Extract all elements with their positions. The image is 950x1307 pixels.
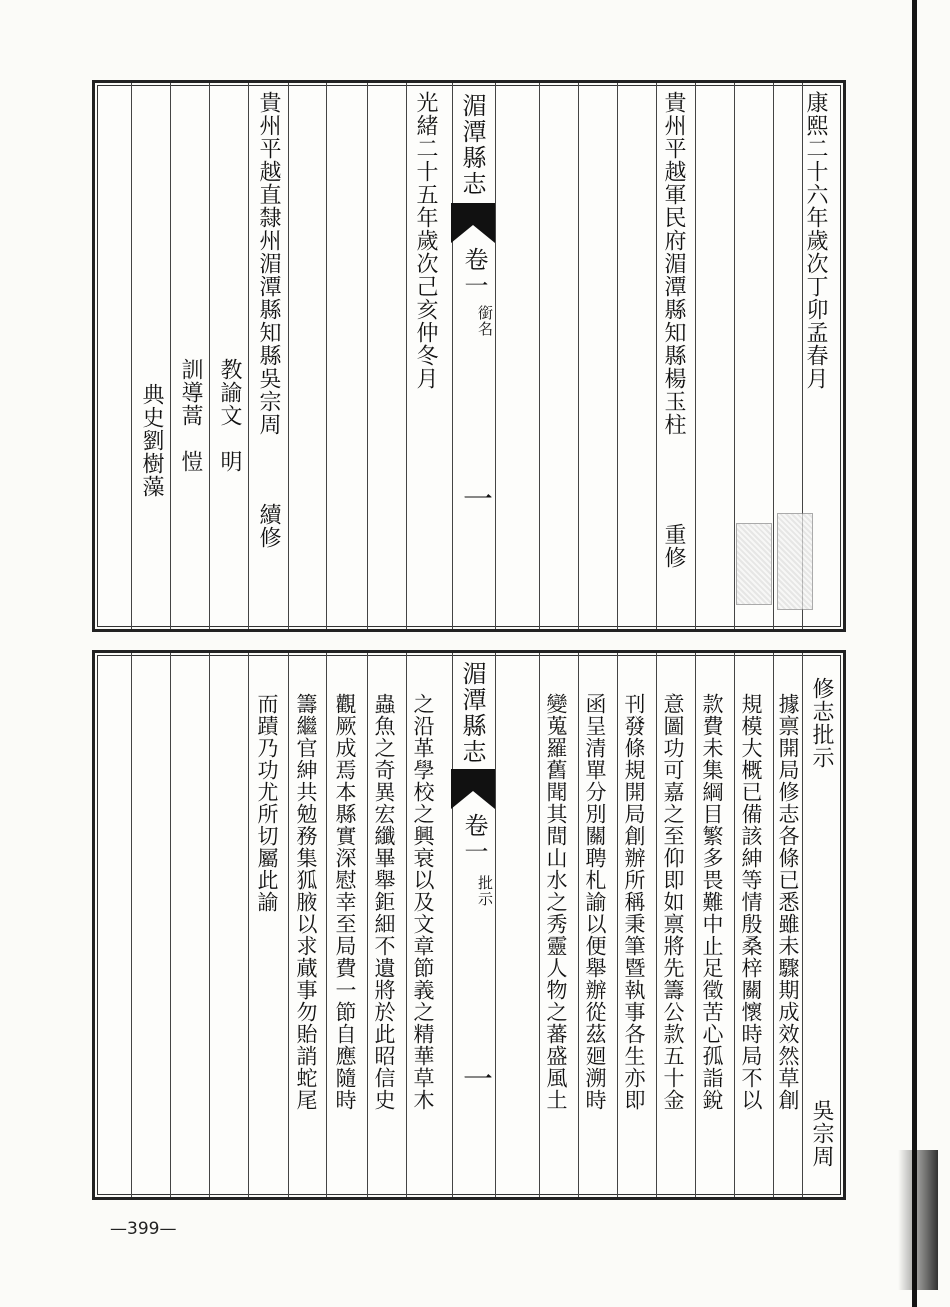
column-rule (288, 83, 289, 629)
text-column-3: 規模大概已備該紳等情殷桑梓關懷時局不以 (739, 693, 763, 1111)
banxin-section: 銜名 (476, 305, 494, 337)
banxin-title: 湄潭縣志 (458, 661, 486, 765)
editor-yang-title: 貴州平越軍民府湄潭縣知縣楊玉柱 (661, 91, 686, 436)
column-rule (656, 653, 657, 1197)
column-rule (326, 653, 327, 1197)
column-rule (695, 83, 696, 629)
editor-wu-title: 貴州平越直隸州湄潭縣知縣吳宗周 (256, 91, 281, 436)
banxin-page-number: 一 (457, 483, 492, 515)
text-column-7: 函呈清單分別關聘札諭以便舉辦從茲廻溯時 (583, 693, 607, 1111)
column-rule (617, 83, 618, 629)
column-rule (131, 653, 132, 1197)
page-number: —399— (110, 1219, 177, 1239)
colophon-kangxi: 康熙二十六年歲次丁卯孟春月 (803, 91, 828, 390)
column-rule (288, 653, 289, 1197)
text-column-10: 蟲魚之奇異宏纖畢舉鉅細不遺將於此昭信史 (372, 693, 396, 1111)
heading-author: 吳宗周 (809, 1099, 834, 1168)
column-rule (734, 83, 735, 629)
column-rule (539, 653, 540, 1197)
banxin-juan: 卷一 (460, 247, 488, 299)
seal-stamp (736, 523, 772, 605)
staff-jiaoyu: 教諭文 明 (217, 358, 242, 473)
column-rule (406, 83, 407, 629)
text-column-13: 而蹟乃功尤所切屬此諭 (255, 693, 279, 913)
banxin-juan: 卷一 (460, 813, 488, 865)
text-column-6: 刊發條規開局創辦所稱秉筆暨執事各生亦即 (622, 693, 646, 1111)
fishtail-mark (451, 769, 495, 811)
text-column-9: 之沿革學校之興衰以及文章節義之精華草木 (411, 693, 435, 1111)
heading-xiuzhi-pishi: 修志批示 (809, 677, 834, 769)
column-rule (170, 83, 171, 629)
text-column-12: 籌繼官紳共勉務集狐腋以求蕆事勿貽誚蛇尾 (294, 693, 318, 1111)
column-rule (734, 653, 735, 1197)
banxin-rule (452, 653, 453, 1197)
banxin-rule (495, 653, 496, 1197)
banxin-rule (452, 83, 453, 629)
colophon-guangxu: 光緒二十五年歲次己亥仲冬月 (413, 91, 438, 390)
text-column-11: 觀厥成焉本縣實深慰幸至局費一節自應隨時 (333, 693, 357, 1111)
column-rule (578, 653, 579, 1197)
column-rule (617, 653, 618, 1197)
column-rule (326, 83, 327, 629)
column-rule (578, 83, 579, 629)
column-rule (802, 653, 803, 1197)
text-column-5: 意圖功可嘉之至仰即如禀將先籌公款五十金 (661, 693, 685, 1111)
editor-wu-role: 續修 (256, 503, 281, 549)
staff-dianshi: 典史劉樹藻 (139, 383, 164, 498)
top-leaf (92, 80, 846, 632)
fishtail-mark (451, 203, 495, 245)
banxin-title: 湄潭縣志 (458, 93, 486, 197)
editor-yang-role: 重修 (661, 523, 686, 569)
column-rule (170, 653, 171, 1197)
bottom-leaf (92, 650, 846, 1200)
text-column-4: 款費未集綱目繁多畏難中止足徵苦心孤詣銳 (700, 693, 724, 1111)
column-rule (773, 653, 774, 1197)
column-rule (695, 653, 696, 1197)
column-rule (773, 83, 774, 629)
column-rule (539, 83, 540, 629)
staff-xundao: 訓導蒿 愷 (178, 358, 203, 473)
column-rule (367, 83, 368, 629)
page-edge-shadow (898, 1150, 938, 1290)
banxin-rule (495, 83, 496, 629)
column-rule (406, 653, 407, 1197)
column-rule (248, 653, 249, 1197)
column-rule (248, 83, 249, 629)
seal-stamp (777, 513, 813, 610)
banxin-page-number: 一 (457, 1063, 492, 1095)
column-rule (367, 653, 368, 1197)
column-rule (131, 83, 132, 629)
banxin-section: 批示 (476, 875, 494, 907)
text-column-2: 據禀開局修志各條已悉雖未驟期成效然草創 (776, 693, 800, 1111)
column-rule (209, 653, 210, 1197)
column-rule (656, 83, 657, 629)
column-rule (209, 83, 210, 629)
text-column-8: 變蒐羅舊聞其間山水之秀靈人物之蕃盛風土 (544, 693, 568, 1111)
page-edge-line (912, 0, 917, 1307)
